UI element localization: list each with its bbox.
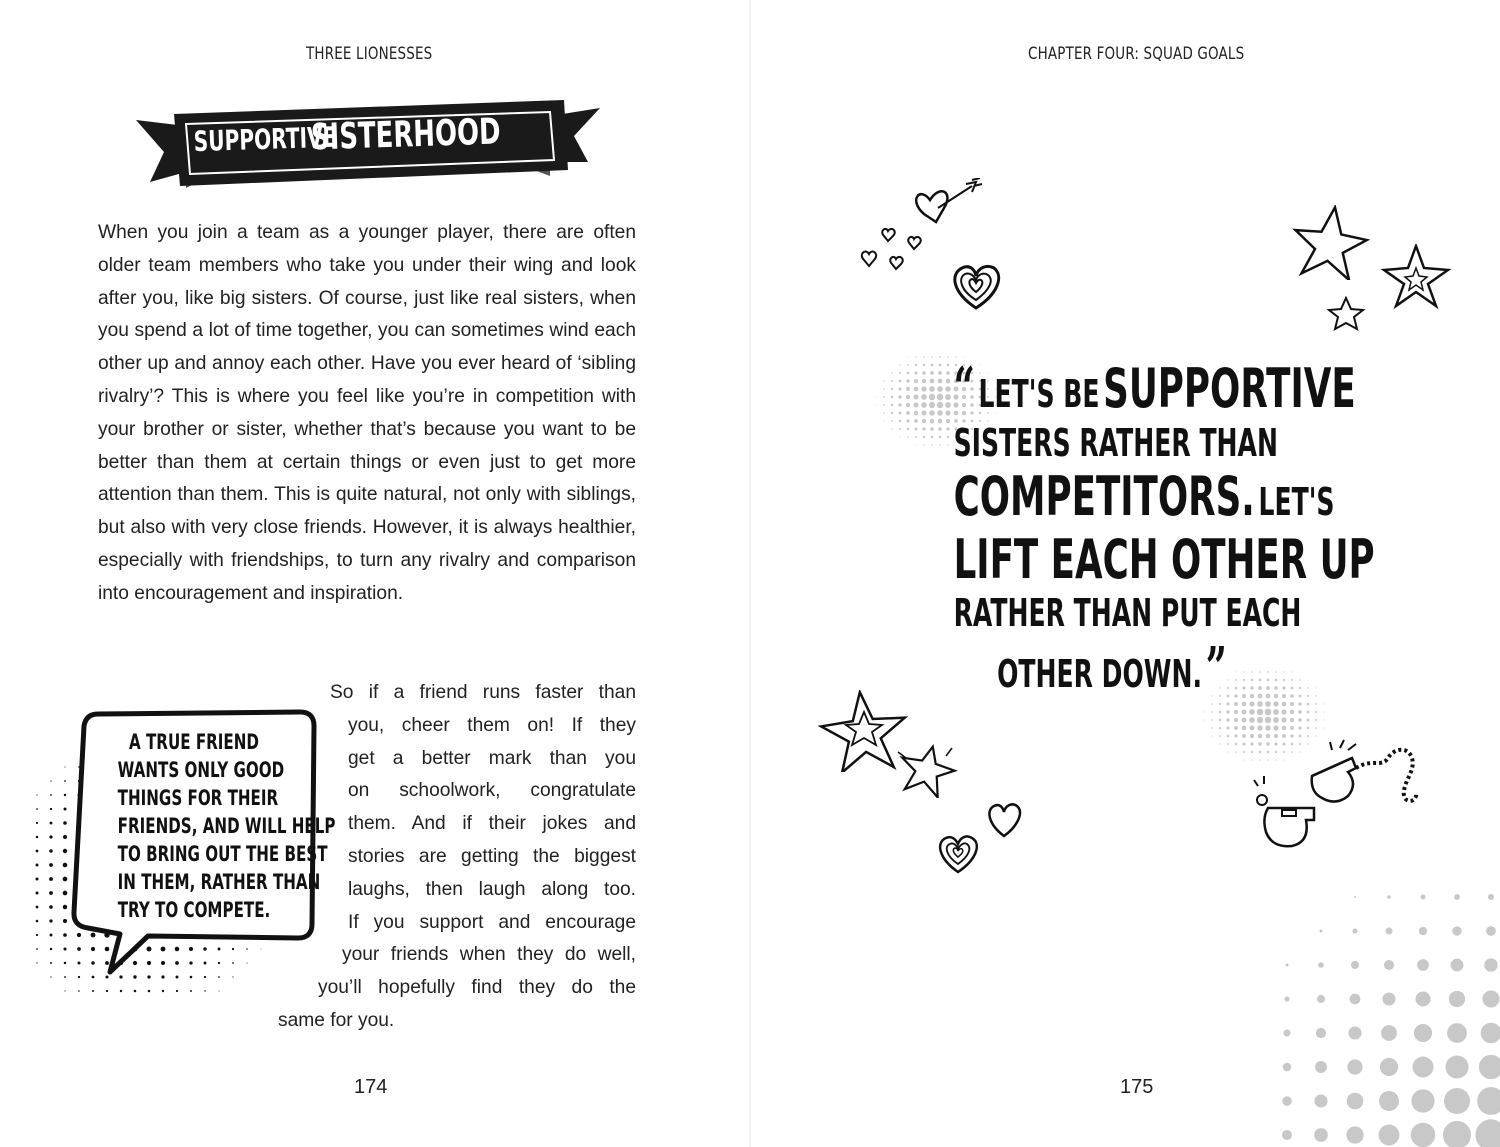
quote-line: LIFT EACH OTHER UP [953, 528, 1375, 591]
quote-line: COMPETITORS. LET'S [953, 465, 1335, 528]
bubble-line: IN THEM, RATHER THAN [117, 870, 321, 894]
star-icon [1290, 205, 1370, 280]
quote-line: OTHER DOWN. ” [997, 635, 1227, 701]
star-icon [1326, 296, 1366, 332]
quote-line: RATHER THAN PUT EACH [953, 591, 1302, 635]
quote-line: SISTERS RATHER THAN [953, 421, 1278, 465]
close-quote-mark: ” [1205, 635, 1227, 701]
bubble-line: THINGS FOR THEIR [117, 786, 279, 810]
whistle-icon [1252, 738, 1428, 868]
paragraph-line: on schoolwork, congratulate [348, 780, 636, 802]
quote-line: “ LET'S BE SUPPORTIVE [953, 355, 1356, 421]
banner-word-2: SISTERHOOD [309, 110, 501, 158]
paragraph-line: you’ll hopefully find they do the [318, 977, 636, 999]
paragraph-line: get a better mark than you [348, 747, 636, 769]
paragraph-line: them. And if their jokes and [348, 813, 636, 835]
heart-icon [984, 800, 1024, 840]
paragraph-line: stories are getting the biggest [348, 845, 636, 867]
page-number-right: 175 [1120, 1076, 1154, 1098]
bubble-line: TO BRING OUT THE BEST [117, 842, 328, 866]
running-head-left: THREE LIONESSES [306, 44, 433, 64]
paragraph-line: So if a friend runs faster than [330, 682, 636, 703]
bubble-line: A TRUE FRIEND [129, 730, 259, 754]
bubble-line: TRY TO COMPETE. [117, 898, 271, 922]
pull-quote [872, 355, 1375, 701]
heart-icon [948, 262, 1004, 312]
open-quote-mark: “ [953, 355, 975, 421]
banner-word-1: SUPPORTIVE [193, 120, 338, 158]
paragraph-line: same for you. [278, 1009, 395, 1031]
bubble-line: FRIENDS, AND WILL HELP [117, 814, 336, 838]
small-hearts-icon [856, 226, 928, 282]
paragraph-line: you, cheer them on! If they [348, 714, 636, 736]
page-number-left: 174 [354, 1076, 388, 1098]
star-icon [1380, 244, 1452, 310]
heart-arrow-icon [910, 178, 990, 228]
star-icon [896, 742, 958, 798]
speech-bubble-text [88, 728, 336, 924]
banner-title [185, 103, 527, 170]
paragraph-line: your friends when they do well, [342, 944, 636, 966]
body-paragraph-1: When you join a team as a younger player, there are often older team members who take you under their wing and look after you, like big sisters. Of course, just like real sisters, when you spend a lot of time together, you can sometimes wind each other up and annoy each other. Have you ever heard of ‘sibling rivalry’? This is where you feel like you’re in competition with your brother or sister, whether that’s because you want to be better than them at certain things or even just to get more attention than them. This is quite natural, not only with siblings, but also with very close friends. However, it is always healthier, especially with friendships, to turn any rivalry and comparison into encouragement and inspiration. [98, 222, 636, 604]
paragraph-line: If you support and encourage [348, 911, 636, 933]
halftone-corner [1270, 880, 1500, 1147]
paragraph-line: laughs, then laugh along too. [348, 878, 636, 900]
bubble-line: WANTS ONLY GOOD [117, 758, 285, 782]
body-paragraph-2 [276, 677, 636, 1038]
heart-icon [934, 832, 982, 876]
running-head-right: CHAPTER FOUR: SQUAD GOALS [1028, 44, 1245, 64]
